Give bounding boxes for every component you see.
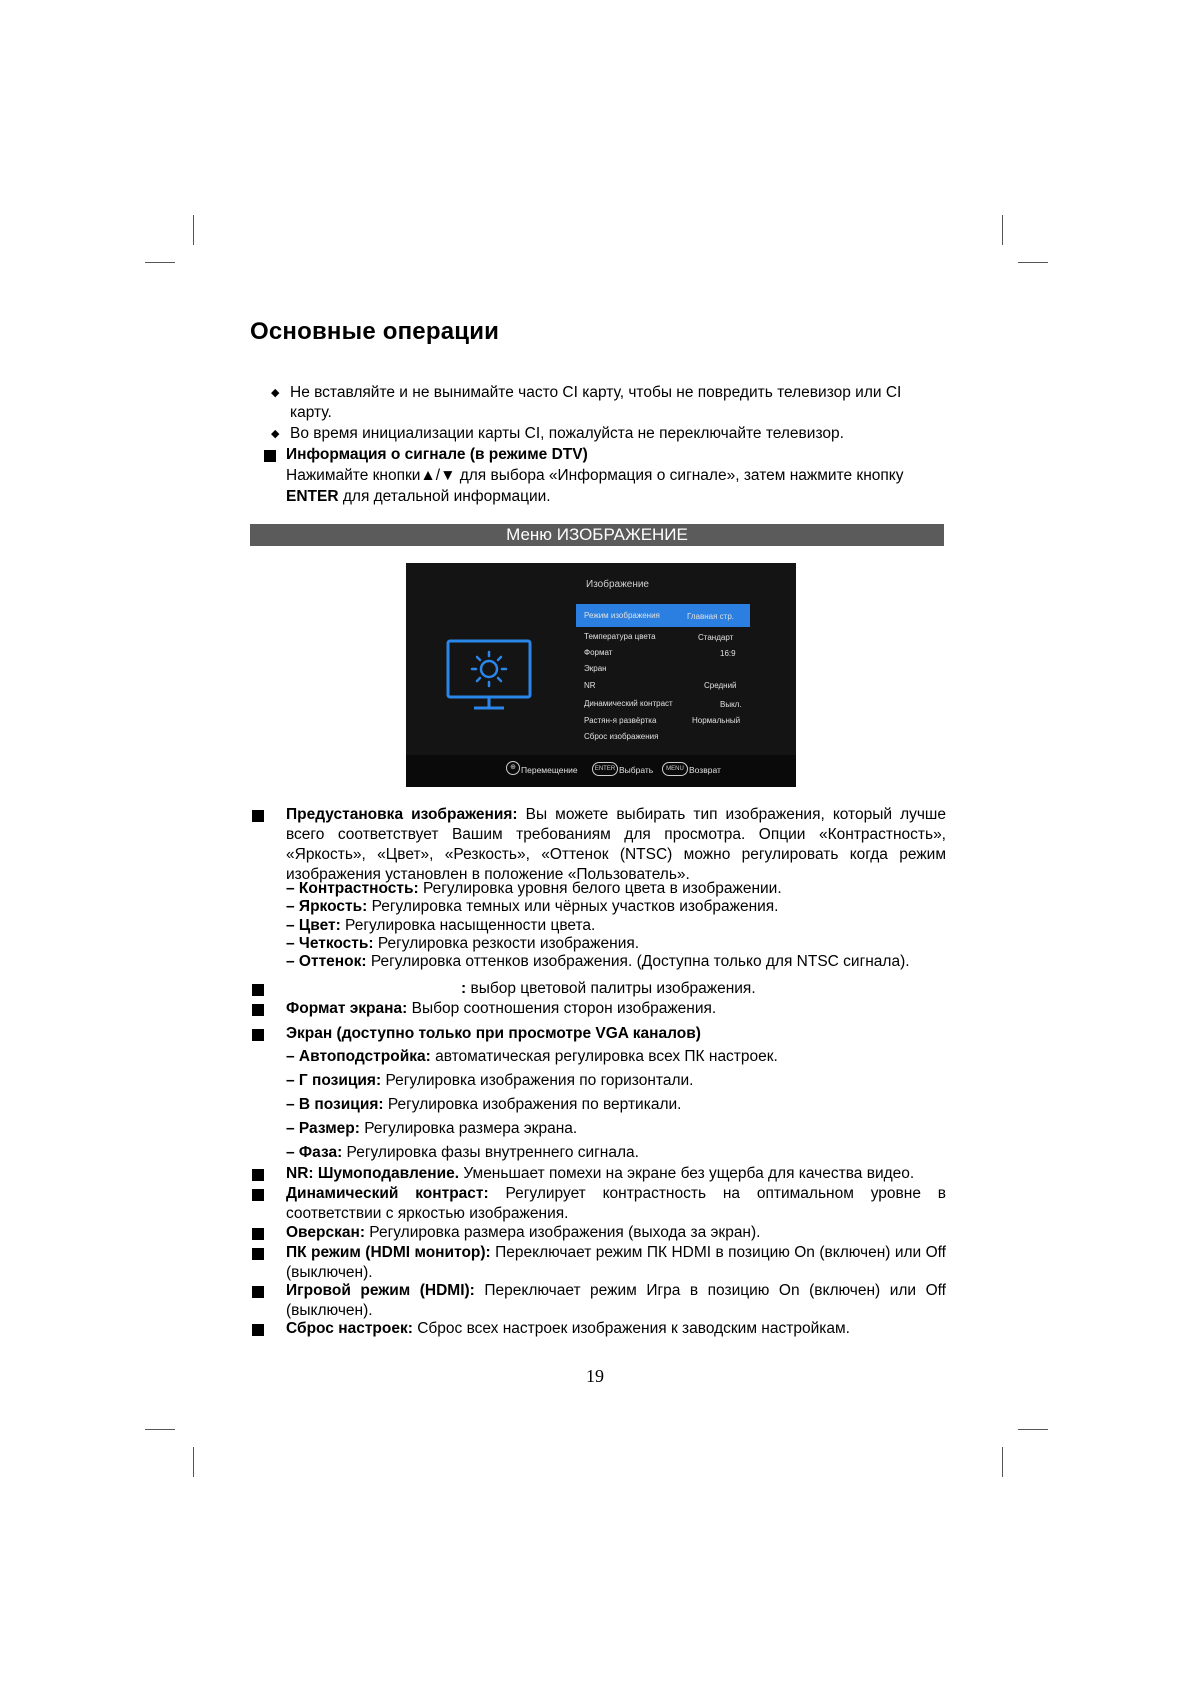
square-bullet-icon xyxy=(252,1248,264,1260)
tv-menu-value: Нормальный xyxy=(692,716,741,725)
screen-sub-item: – В позиция: Регулировка изображения по вертикали. xyxy=(286,1096,682,1113)
tv-menu-value: Средний xyxy=(704,681,737,690)
square-bullet-icon xyxy=(252,1004,264,1016)
crop-mark xyxy=(1002,215,1003,245)
crop-mark xyxy=(145,1429,175,1430)
tv-menu-item[interactable]: Растян-я развёртка xyxy=(584,716,657,725)
footer-select-label: Выбрать xyxy=(619,765,654,775)
tv-menu-screenshot xyxy=(406,563,796,787)
crop-mark xyxy=(1018,262,1048,263)
screen-sub-item: – Фаза: Регулировка фазы внутреннего сигнала. xyxy=(286,1144,639,1161)
section-banner: Меню ИЗОБРАЖЕНИЕ xyxy=(250,524,944,546)
crop-mark xyxy=(1002,1447,1003,1477)
section-text: ENTER для детальной информации. xyxy=(286,488,551,505)
tv-menu-item[interactable]: Формат xyxy=(584,648,613,657)
preset-paragraph: Предустановка изображения: Вы можете выбирать тип изображения, который лучше всего соответствует Вашим требованиям для просмотра. Опции «Контрастность», «Яркость», «Цвет», «Резкость», «Оттенок (NTSC) можно регулировать когда режим изображения установлен в положение «Пользователь». xyxy=(286,806,946,883)
section-text: Нажимайте кнопки▲/▼ для выбора «Информация о сигнале», затем нажмите кнопку xyxy=(286,467,904,484)
square-bullet-icon xyxy=(252,984,264,996)
preset-sub-item: – Контрастность: Регулировка уровня белого цвета в изображении. xyxy=(286,880,782,897)
tv-menu-value: Главная стр. xyxy=(687,612,735,621)
tv-menu-item[interactable]: Экран xyxy=(584,664,607,673)
crop-mark xyxy=(193,215,194,245)
color-temp-item: : выбор цветовой палитры изображения. xyxy=(461,980,756,997)
enter-button-icon: ENTER xyxy=(592,762,618,776)
game-mode-item: Игровой режим (HDMI): Переключает режим Игра в позицию On (включен) или Off (выключен). xyxy=(286,1282,946,1319)
page-number: 19 xyxy=(586,1366,604,1386)
bullet-text-cont: карту. xyxy=(290,404,332,421)
page-title: Основные операции xyxy=(250,318,500,345)
pc-mode-item: ПК режим (HDMI монитор): Переключает режим ПК HDMI в позицию On (включен) или Off (выключен). xyxy=(286,1244,946,1281)
square-bullet-icon xyxy=(252,810,264,822)
overscan-item: Оверскан: Регулировка размера изображения (выхода за экран). xyxy=(286,1224,761,1241)
tv-menu-title: Изображение xyxy=(586,579,649,590)
tv-menu-item[interactable]: Динамический контраст xyxy=(584,699,673,708)
tv-menu-item[interactable]: Сброс изображения xyxy=(584,732,659,741)
tv-menu-value: 16:9 xyxy=(720,649,736,658)
nr-item: NR: Шумоподавление. Уменьшает помехи на экране без ущерба для качества видео. xyxy=(286,1165,915,1182)
preset-sub-item: – Четкость: Регулировка резкости изображения. xyxy=(286,935,640,952)
square-bullet-icon xyxy=(264,450,276,462)
bullet-text: Во время инициализации карты CI, пожалуйста не переключайте телевизор. xyxy=(290,425,844,442)
reset-item: Сброс настроек: Сброс всех настроек изображения к заводским настройкам. xyxy=(286,1320,850,1337)
diamond-bullet-icon: ◆ xyxy=(271,387,280,399)
square-bullet-icon xyxy=(252,1189,264,1201)
preset-sub-item: – Цвет: Регулировка насыщенности цвета. xyxy=(286,917,596,934)
menu-button-icon: MENU xyxy=(662,762,688,776)
square-bullet-icon xyxy=(252,1324,264,1336)
screen-sub-item: – Размер: Регулировка размера экрана. xyxy=(286,1120,578,1137)
tv-menu-item[interactable]: Температура цвета xyxy=(584,632,656,641)
footer-back-label: Возврат xyxy=(689,765,721,775)
diamond-bullet-icon: ◆ xyxy=(271,428,280,440)
monitor-sun-icon xyxy=(446,639,532,716)
format-item: Формат экрана: Выбор соотношения сторон изображения. xyxy=(286,1000,717,1017)
tv-menu-item[interactable]: Режим изображения xyxy=(584,611,660,620)
section-heading: Информация о сигнале (в режиме DTV) xyxy=(286,446,588,463)
preset-sub-item: – Яркость: Регулировка темных или чёрных участков изображения. xyxy=(286,898,779,915)
navigate-icon: ⊕ xyxy=(506,761,520,775)
square-bullet-icon xyxy=(252,1029,264,1041)
tv-menu-value: Выкл. xyxy=(720,700,742,709)
square-bullet-icon xyxy=(252,1228,264,1240)
crop-mark xyxy=(193,1447,194,1477)
preset-sub-item: – Оттенок: Регулировка оттенков изображения. (Доступна только для NTSC сигнала). xyxy=(286,953,910,970)
square-bullet-icon xyxy=(252,1169,264,1181)
tv-menu-item[interactable]: NR xyxy=(584,681,596,690)
crop-mark xyxy=(1018,1429,1048,1430)
screen-heading: Экран (доступно только при просмотре VGA каналов) xyxy=(286,1025,701,1042)
enter-key-label: ENTER xyxy=(286,488,339,505)
footer-move-label: Перемещение xyxy=(521,765,578,775)
dynamic-contrast-item: Динамический контраст: Регулирует контрастность на оптимальном уровне в соответствии с яркостью изображения. xyxy=(286,1185,947,1222)
square-bullet-icon xyxy=(252,1286,264,1298)
screen-sub-item: – Г позиция: Регулировка изображения по горизонтали. xyxy=(286,1072,694,1089)
bullet-text: Не вставляйте и не вынимайте часто CI карту, чтобы не повредить телевизор или CI xyxy=(290,384,902,401)
screen-sub-item: – Автоподстройка: автоматическая регулировка всех ПК настроек. xyxy=(286,1048,778,1065)
crop-mark xyxy=(145,262,175,263)
tv-menu-value: Стандарт xyxy=(698,633,734,642)
